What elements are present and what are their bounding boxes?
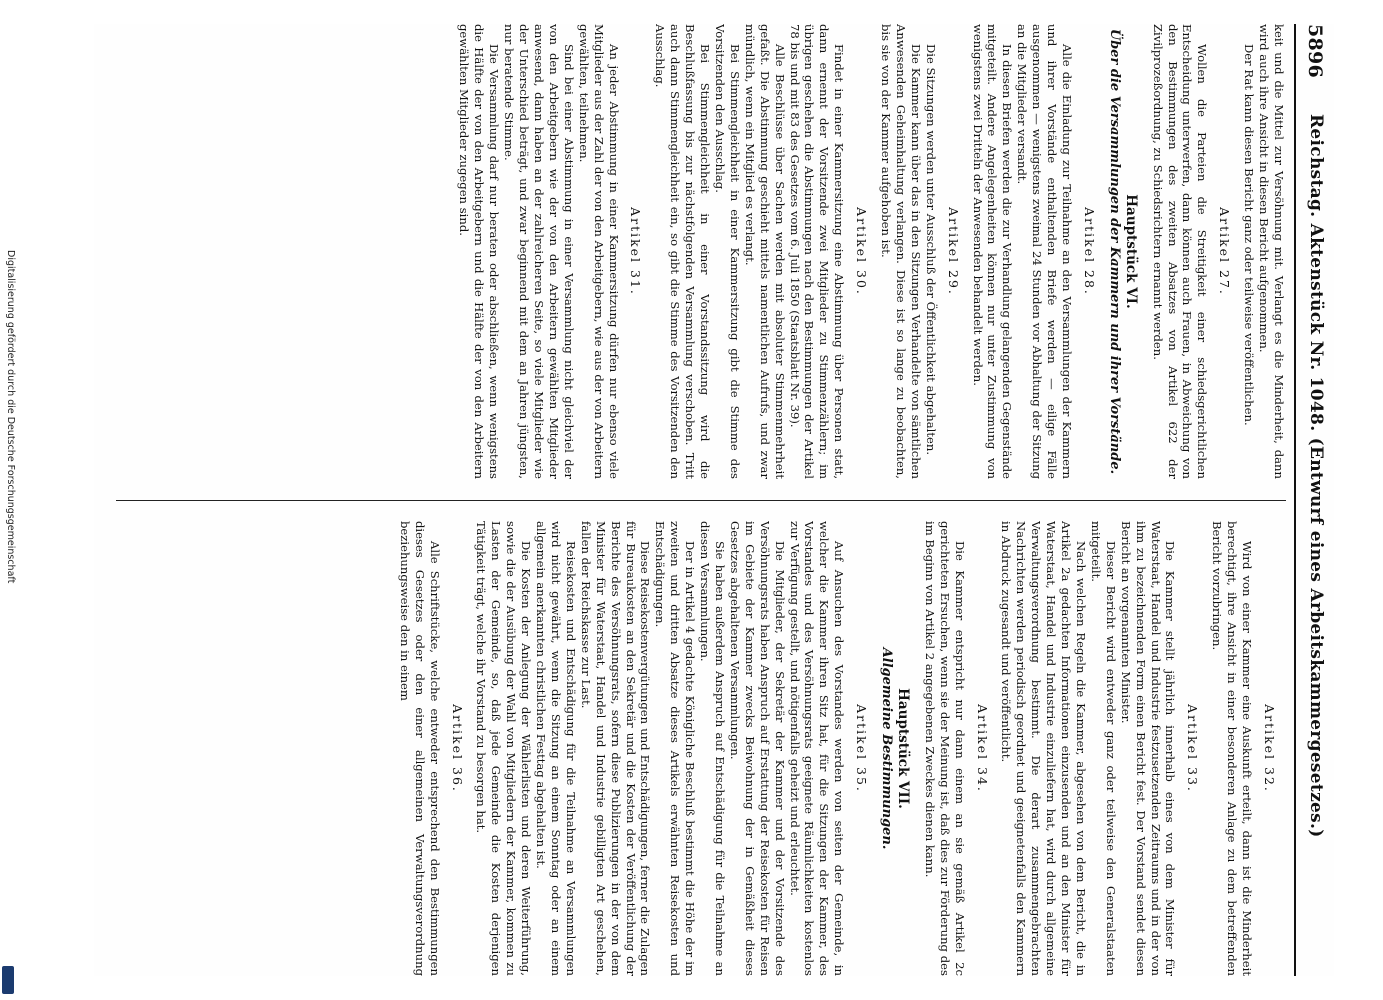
- body-paragraph: Alle Beschlüsse über Sachen werden mit absoluter Stimmenmehrheit gefaßt. Die Abstimmung geschieht mittels namentlichen Aufrufs, und zwar mündlich, wenn ein Mitglied es verlangt.: [742, 24, 787, 479]
- body-paragraph: Findet in einer Kammersitzung eine Abstimmung über Personen statt, dann ernennt der Vorsitzende zwei Mitglieder zu Stimmenzählern; im übrigen geschehen die Abstimmungen nach den Bestimmungen der Artikel 78 bis und mit 83 des Gesetzes vom 6. Juli 1850 (Staatsblatt Nr. 39).: [787, 24, 847, 479]
- article-heading: Artikel 34.: [974, 704, 990, 793]
- left-text-column: [101, 24, 1286, 479]
- chapter-subtitle: Über die Versammlungen der Kammern und ihrer Vorstände.: [1106, 28, 1122, 475]
- article-heading: Artikel 27.: [1217, 207, 1233, 296]
- article-heading: Artikel 31.: [628, 207, 644, 296]
- article-heading: Artikel 28.: [1081, 207, 1097, 296]
- article-heading: Artikel 33.: [1185, 704, 1201, 793]
- body-paragraph: keit und die Mittel zur Versöhnung mit. Verlangt es die Minderheit, dann wird auch ihre Ansicht in diesen Bericht aufgenommen.: [1257, 24, 1286, 479]
- body-paragraph: Wird von einer Kammer eine Auskunft erteilt, dann ist die Minderheit berechtigt, ihre Ansicht in einer besonderen Anlage zu dem betreffenden Bericht vorzubringen.: [1210, 521, 1255, 976]
- body-paragraph: Alle Schriftstücke, welche entweder entsprechend den Bestimmungen dieses Gesetzes oder den einer allgemeinen Verwaltungsverordnung beziehungsweise den in einem: [397, 521, 442, 976]
- body-paragraph: Bei Stimmengleichheit in einer Vorstandssitzung wird die Beschlußfassung bis zur nächstfolgenden Versammlung verschoben. Tritt auch dann Stimmengleichheit ein, so gibt die Stimme des Vorsitzenden den Ausschlag.: [653, 24, 713, 479]
- body-paragraph: Sind bei einer Abstimmung in einer Versammlung nicht gleichviel der von den Arbeitgebern wie der von den Arbeitern gewählten Mitglieder anwesend, dann haben an der zahlreicheren Seite, so viele Mitglieder wie der Unterschied beträgt, und zwar beginnend mit dem an Jahren jüngsten, nur beratende Stimme.: [502, 24, 576, 479]
- chapter-heading: Hauptstück VII.: [894, 688, 911, 809]
- body-paragraph: Bei Stimmengleichheit in einer Kammersitzung gibt die Stimme des Vorsitzenden den Ausschlag.: [713, 24, 742, 479]
- article-heading: Artikel 32.: [1262, 704, 1277, 793]
- body-paragraph: Die Kammer stellt jährlich innerhalb eines von dem Minister für Waterstaat, Handel und Industrie festzusetzenden Zeitraums und in der von ihm zu bezeichnenden Form einen Bericht fest. Der Vorstand sendet diesen Bericht an vorgenannten Minister.: [1118, 521, 1178, 976]
- body-paragraph: Die Kosten der Anlegung der Wählerlisten und deren Weiterführung, sowie die der Ausübung der Wahl von Mitgliedern der Kammer, kommen zu Lasten der Gemeinde, so, daß jede Gemeinde die Kosten derjenigen Tätigkeit trägt, welche ihr Vorstand zu besorgen hat.: [474, 521, 534, 976]
- body-paragraph: In diesen Briefen werden die zur Verhandlung gelangenden Gegenstände mitgeteilt. Andere Angelegenheiten können nur unter Zustimmung von wenigstens zwei Dritteln der Anwesenden behandelt werden.: [970, 24, 1015, 479]
- header-title: Reichstag. Aktenstück Nr. 1048. (Entwurf eines Arbeitskammergesetzes.): [1306, 114, 1326, 838]
- page-number: 5896: [1304, 24, 1326, 79]
- header-rule: [1294, 24, 1296, 976]
- column-divider: [116, 500, 1286, 501]
- article-heading: Artikel 29.: [945, 207, 961, 296]
- body-paragraph: Die Kammer kann über das in den Sitzungen Verhandelte von sämtlichen Anwesenden Geheimhaltung verlangen. Diese ist so lange zu beobachten, bis sie von der Kammer aufgehoben ist.: [879, 24, 923, 479]
- body-paragraph: Diese Reisekostenvergütungen und Entschädigungen, ferner die Zulagen für Bureaukosten an den Sekretär und die Kosten der Veröffentlichung der Berichte des Versöhnungsrats, sofern diese Publizierungen in der von dem Minister für Waterstaat, Handel und Industrie gebilligten Art geschehen, fallen der Reichskasse zur Last.: [578, 521, 653, 976]
- body-paragraph: Die Sitzungen werden unter Ausschluß der Öffentlichkeit abgehalten.: [923, 44, 938, 456]
- body-paragraph: Reisekosten und Entschädigung für die Teilnahme an Versammlungen wird nicht gewährt, wenn die Sitzung an einem Sonntag oder an einem allgemein anerkannten christlichen Festtag abgehalten ist.: [534, 521, 578, 976]
- body-paragraph: Der in Artikel 4 gedachte Königliche Beschluß bestimmt die Höhe der im zweiten und dritten Absatze dieses Artikels erwähnten Reisekosten und Entschädigungen.: [653, 521, 698, 976]
- body-paragraph: Dieser Bericht wird entweder ganz oder teilweise den Generalstaaten mitgeteilt.: [1088, 521, 1118, 976]
- dfg-logo: [2, 966, 14, 994]
- running-header: [1294, 24, 1334, 976]
- digitization-credit: [2, 250, 16, 990]
- article-heading: Artikel 35.: [854, 704, 870, 793]
- right-text-column: [101, 521, 1286, 976]
- body-paragraph: Wollen die Parteien die Streitigkeit einer schiedsgerichtlichen Entscheidung unterwerfen, dann können auch Frauen, in Abweichung von den Bestimmungen des zweiten Absatzes von Artikel 622 der Zivilprozeßordnung, zu Schiedsrichtern ernannt werden.: [1150, 24, 1210, 479]
- body-paragraph: Die Mitglieder, der Sekretär der Kammer und der Vorsitzende des Versöhnungsrats haben Anspruch auf Erstattung der Reisekosten für Reisen im Gebiete der Kammer zwecks Beiwohnung der in Gemäßheit dieses Gesetzes abgehaltenen Versammlungen.: [727, 521, 787, 976]
- rotated-print-sheet: [94, 24, 1334, 976]
- digitization-credit-text: Digitalisierung gefördert durch die Deutsche Forschungsgemeinschaft: [5, 250, 16, 584]
- body-paragraph: Alle die Einladung zur Teilnahme an den Versammlungen der Kammern und ihrer Vorstände enthaltenden Briefe werden — eilige Fälle ausgenommen — wenigstens zweimal 24 Stunden vor Abhaltung der Sitzung an die Mitglieder versandt.: [1015, 24, 1075, 479]
- chapter-heading: Hauptstück VI.: [1122, 194, 1139, 309]
- body-paragraph: Sie haben außerdem Anspruch auf Entschädigung für die Teilnahme an diesen Versammlungen.: [698, 521, 727, 976]
- body-paragraph: Die Kammer entspricht nur dann einem an sie gemäß Artikel 2c gerichteten Ersuchen, wenn sie der Meinung ist, daß dies zur Förderung des im Beginn von Artikel 2 angegebenen Zweckes dienen kann.: [922, 521, 967, 976]
- body-paragraph: An jeder Abstimmung in einer Kammersitzung dürfen nur ebenso viele Mitglieder aus der Zahl der von den Arbeitgebern, wie aus der von Arbeitern gewählten, teilnehmen.: [576, 24, 621, 479]
- body-paragraph: Die Versammlung darf nur beraten oder abschließen, wenn wenigstens die Hälfte der von den Arbeitgebern und die Hälfte der von den Arbeitern gewählten Mitglieder zugegen sind.: [457, 24, 502, 479]
- article-heading: Artikel 30.: [854, 207, 870, 296]
- article-heading: Artikel 36.: [449, 704, 465, 793]
- body-paragraph: Nach welchen Regeln die Kammer, abgesehen von dem Bericht, die in Artikel 2a gedachten Informationen einzusenden und an den Minister für Waterstaat, Handel und Industrie einzuliefern hat, wird durch allgemeine Verwaltungsverordnung bestimmt. Die derart zusammengebrachten Nachrichten werden periodisch geordnet und geeignetenfalls den Kammern in Abdruck zugesandt und veröffentlicht.: [999, 521, 1089, 976]
- body-paragraph: Der Rat kann diesen Bericht ganz oder teilweise veröffentlichen.: [1242, 44, 1257, 426]
- chapter-subtitle: Allgemeine Bestimmungen.: [879, 647, 895, 850]
- body-paragraph: Auf Ansuchen des Vorstandes werden von seiten der Gemeinde, in welcher die Kammer ihren Sitz hat, für die Sitzungen der Kammer, des Vorstandes und des Versöhnungsrats geeignete Räumlichkeiten kostenlos zur Verfügung gestellt, und nötigenfalls geheizt und erleuchtet.: [787, 521, 847, 976]
